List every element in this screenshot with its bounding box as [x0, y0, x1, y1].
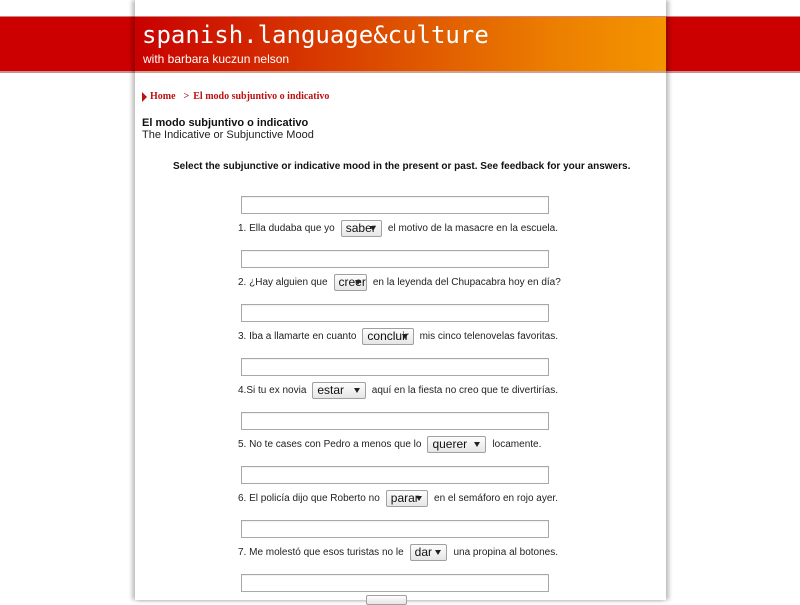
- select-value: estar: [317, 383, 345, 397]
- verb-select-5[interactable]: [427, 436, 486, 453]
- question-line: [238, 434, 558, 454]
- chevron-down-icon: [355, 280, 361, 285]
- question-suffix: aquí en la fiesta no creo que te divertirías.: [371, 384, 558, 396]
- breadcrumb-separator: >: [183, 91, 190, 102]
- question-2: [238, 250, 561, 292]
- feedback-field-5[interactable]: [241, 412, 549, 430]
- question-line: [238, 542, 558, 562]
- feedback-field-8[interactable]: [241, 574, 549, 592]
- question-suffix: locamente.: [492, 438, 542, 450]
- question-suffix: el motivo de la masacre en la escuela.: [387, 222, 558, 234]
- question-line: [238, 488, 558, 508]
- chevron-down-icon: [474, 442, 480, 447]
- question-line: [238, 380, 558, 400]
- feedback-field-6[interactable]: [241, 466, 549, 484]
- chevron-down-icon: [435, 550, 441, 555]
- feedback-field-1[interactable]: [241, 196, 549, 214]
- feedback-field-4[interactable]: [241, 358, 549, 376]
- question-line: [238, 326, 558, 346]
- feedback-field-2[interactable]: [241, 250, 549, 268]
- question-prefix: 4.Si tu ex novia: [238, 384, 307, 396]
- page-container: [135, 0, 666, 600]
- select-value: querer: [432, 437, 468, 451]
- breadcrumb-home-link[interactable]: Home: [150, 91, 176, 102]
- question-prefix: 7. Me molestó que esos turistas no le: [238, 546, 404, 558]
- question-suffix: mis cinco telenovelas favoritas.: [419, 330, 558, 342]
- page-subtitle: The Indicative or Subjunctive Mood: [142, 129, 314, 141]
- page-title: El modo subjuntivo o indicativo: [142, 117, 309, 129]
- chevron-down-icon: [354, 388, 360, 393]
- triangle-right-icon: [142, 92, 147, 102]
- feedback-field-7[interactable]: [241, 520, 549, 538]
- question-prefix: 5. No te cases con Pedro a menos que lo: [238, 438, 422, 450]
- question-4: [238, 358, 558, 400]
- verb-select-7[interactable]: [410, 544, 448, 561]
- breadcrumb: [142, 91, 329, 102]
- instructions: Select the subjunctive or indicative mood in the present or past. See feedback for your answers.: [173, 161, 631, 172]
- question-7: [238, 520, 558, 562]
- verb-select-8[interactable]: [366, 595, 407, 605]
- verb-select-3[interactable]: [362, 328, 413, 345]
- verb-select-2[interactable]: [334, 274, 367, 291]
- question-6: [238, 466, 558, 508]
- feedback-field-3[interactable]: [241, 304, 549, 322]
- question-8: [238, 574, 558, 592]
- verb-select-4[interactable]: [312, 382, 365, 399]
- question-line: [238, 272, 561, 292]
- select-value: saber: [345, 221, 376, 235]
- verb-select-6[interactable]: [386, 490, 428, 507]
- question-5: [238, 412, 558, 454]
- chevron-down-icon: [370, 226, 376, 231]
- question-suffix: en la leyenda del Chupacabra hoy en día?: [372, 276, 561, 288]
- breadcrumb-current: El modo subjuntivo o indicativo: [193, 91, 330, 102]
- question-3: [238, 304, 558, 346]
- site-subtitle: with barbara kuczun nelson: [143, 52, 290, 66]
- question-1: [238, 196, 558, 238]
- verb-select-1[interactable]: [341, 220, 382, 237]
- site-banner: [135, 16, 666, 73]
- select-value: creer: [338, 275, 366, 289]
- select-value: dar: [414, 545, 432, 559]
- question-prefix: 6. El policía dijo que Roberto no: [238, 492, 380, 504]
- question-prefix: 1. Ella dudaba que yo: [238, 222, 335, 234]
- question-prefix: 2. ¿Hay alguien que: [238, 276, 328, 288]
- select-value: concluir: [367, 329, 409, 343]
- site-title: spanish.language&culture: [142, 21, 489, 49]
- question-prefix: 3. Iba a llamarte en cuanto: [238, 330, 357, 342]
- question-suffix: una propina al botones.: [453, 546, 558, 558]
- question-line: [238, 218, 558, 238]
- chevron-down-icon: [402, 334, 408, 339]
- select-value: parar: [390, 491, 419, 505]
- question-suffix: en el semáforo en rojo ayer.: [434, 492, 558, 504]
- chevron-down-icon: [416, 496, 422, 501]
